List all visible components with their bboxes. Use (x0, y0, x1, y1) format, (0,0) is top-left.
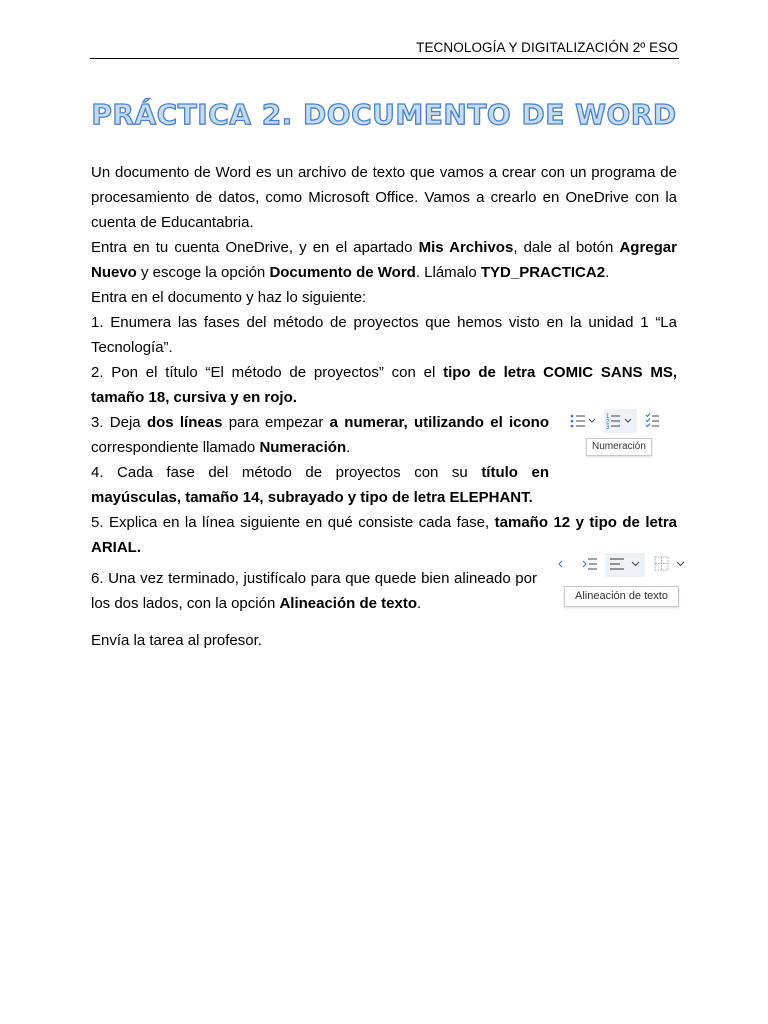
bold-text: Alineación de texto (279, 595, 417, 612)
step-4 (91, 460, 549, 510)
text: 5. Explica en la línea siguiente en qué consiste cada fase, (91, 514, 495, 531)
text: 3. Deja (91, 414, 147, 431)
text: 2. Pon el título “El método de proyectos” con el (91, 364, 444, 381)
numbering-toolbar-screenshot (566, 408, 670, 460)
alignment-tooltip: Alineación de texto (564, 586, 679, 607)
text: . (605, 264, 610, 281)
bold-text: dos líneas (146, 414, 223, 431)
bold-text: a numerar, utilizando el icono (329, 414, 550, 431)
step-3 (91, 410, 549, 460)
text: . (346, 439, 351, 456)
text: . Llámalo (415, 264, 481, 281)
step-1: 1. Enumera las fases del método de proyectos que hemos visto en la unidad 1 “La Tecnología”. (91, 314, 677, 356)
text: , dale al botón (513, 239, 620, 256)
paragraph-instructions: Entra en el documento y haz lo siguiente: (91, 289, 367, 306)
text: correspondiente llamado (91, 439, 260, 456)
text: y escoge la opción (136, 264, 270, 281)
bold-text: tamaño 12 y tipo de letra ARIAL. (91, 514, 678, 556)
bold-text: Numeración (259, 439, 347, 456)
numbering-toolbar-icons (566, 408, 670, 436)
indent-icon (583, 559, 597, 569)
bold-text: título en mayúsculas, tamaño 14, subrayado y tipo de letra ELEPHANT. (91, 464, 549, 506)
page-header: TECNOLOGÍA Y DIGITALIZACIÓN 2º ESO (416, 40, 678, 55)
svg-text:3: 3 (606, 425, 610, 431)
document-title: PRÁCTICA 2. DOCUMENTO DE WORD (91, 98, 677, 131)
svg-text:2: 2 (606, 419, 610, 426)
numbering-tooltip: Numeración (586, 438, 652, 456)
checklist-icon (646, 414, 659, 427)
bold-text: TYD_PRACTICA2 (480, 264, 606, 281)
bold-text: Documento de Word (269, 264, 416, 281)
bold-text: Agregar Nuevo (91, 239, 677, 281)
svg-text:1: 1 (606, 414, 610, 420)
paragraph-onedrive (91, 235, 677, 285)
text: . (416, 595, 422, 612)
chevron-down-icon (677, 562, 684, 566)
bullet-list-icon (571, 415, 585, 428)
text: Entra en tu cuenta OneDrive, y en el apartado (91, 239, 419, 256)
text: 4. Cada fase del método de proyectos con su (91, 464, 482, 481)
border-icon (655, 557, 668, 570)
alignment-toolbar-screenshot (556, 552, 692, 608)
step-6 (91, 566, 537, 616)
bold-text: Mis Archivos (418, 239, 514, 256)
step-2 (91, 360, 677, 410)
text: 6. Una vez terminado, justifícalo para que quede bien alineado por los dos lados, con la opción (91, 570, 537, 612)
align-selected-bg (605, 553, 645, 577)
paragraph-closing: Envía la tarea al profesor. (91, 632, 262, 649)
header-rule (90, 58, 679, 59)
chevron-left-icon (559, 561, 562, 567)
paragraph-intro: Un documento de Word es un archivo de texto que vamos a crear con un programa de procesamiento de datos, como Microsoft Office. Vamos a crearlo en OneDrive con la cuenta de Educantabria. (91, 164, 677, 231)
alignment-toolbar-icons (556, 552, 692, 580)
bold-text: tipo de letra COMIC SANS MS, tamaño 18, cursiva y en rojo. (91, 364, 677, 406)
text: para empezar (222, 414, 330, 431)
chevron-down-icon (589, 419, 595, 422)
